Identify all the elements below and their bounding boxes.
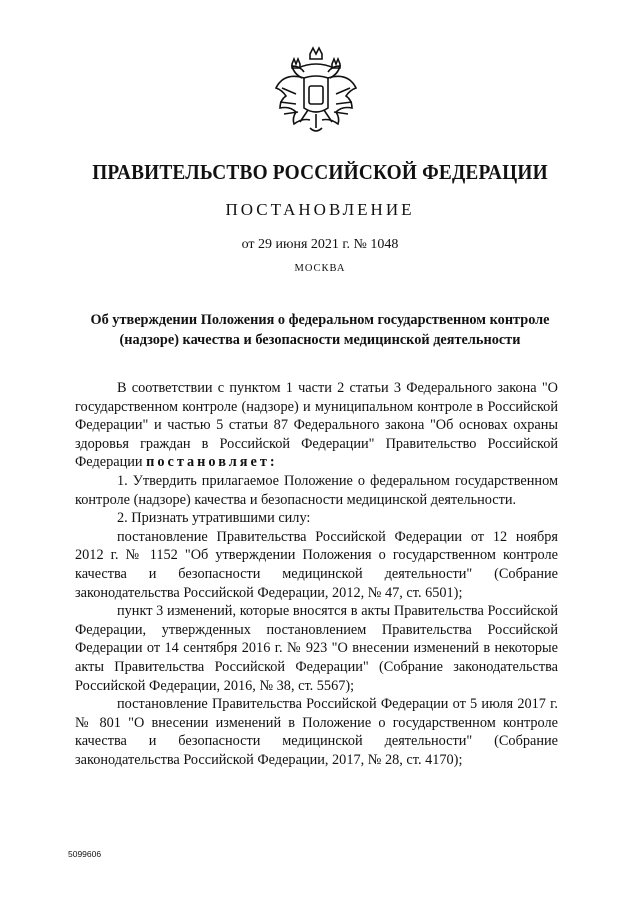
repeal-1-paragraph: постановление Правительства Российской Федерации от 12 ноября 2012 г. № 1152 "Об утверждении Положения о государственном контроле качества и безопасности медицинской деятельности" (Собрание законодательства Российской Федерации, 2012, № 47, ст. 6501); bbox=[75, 528, 558, 601]
preamble-paragraph bbox=[75, 379, 558, 472]
document-date-number: от 29 июня 2021 г. № 1048 bbox=[241, 237, 399, 252]
document-code: 5099606 bbox=[68, 849, 102, 859]
document-city: МОСКВА bbox=[294, 263, 346, 274]
repeal-3-paragraph: постановление Правительства Российской Федерации от 5 июля 2017 г. № 801 "О внесении изменений в Положение о государственном контроле качества и безопасности медицинской деятельности" (Собрание законодательства Российской Федерации, 2017, № 28, ст. 4170); bbox=[75, 696, 558, 768]
subject-line-2: (надзоре) качества и безопасности медицинской деятельности bbox=[119, 331, 521, 348]
resolves-keyword: постановляет: bbox=[146, 454, 278, 471]
item-2-paragraph: 2. Признать утратившими силу: bbox=[117, 510, 311, 527]
document-type: ПОСТАНОВЛЕНИЕ bbox=[225, 200, 415, 219]
preamble-text: В соответствии с пунктом 1 части 2 статьи 3 Федерального закона "О государственном контроле (надзоре) и муниципальном контроле в Российской Федерации" и частью 5 статьи 87 Федерального закона "Об основах охраны здоровья граждан в Российской Федерации" Правительство Российской Федерации bbox=[75, 380, 558, 471]
russian-coat-of-arms-icon bbox=[272, 44, 360, 140]
item-1-paragraph: 1. Утвердить прилагаемое Положение о федеральном государственном контроле (надзоре) качества и безопасности медицинской деятельности. bbox=[75, 472, 558, 508]
document-subject bbox=[60, 311, 580, 350]
repeal-2-paragraph: пункт 3 изменений, которые вносятся в акты Правительства Российской Федерации, утвержденных постановлением Правительства Российской Федерации от 14 сентября 2016 г. № 923 "О внесении изменений в некоторые акты Правительства Российской Федерации" (Собрание законодательства Российской Федерации, 2016, № 38, ст. 5567); bbox=[75, 603, 558, 694]
document-body bbox=[75, 379, 558, 769]
subject-line-1: Об утверждении Положения о федеральном государственном контроле bbox=[90, 312, 550, 328]
government-title: ПРАВИТЕЛЬСТВО РОССИЙСКОЙ ФЕДЕРАЦИИ bbox=[92, 160, 548, 184]
